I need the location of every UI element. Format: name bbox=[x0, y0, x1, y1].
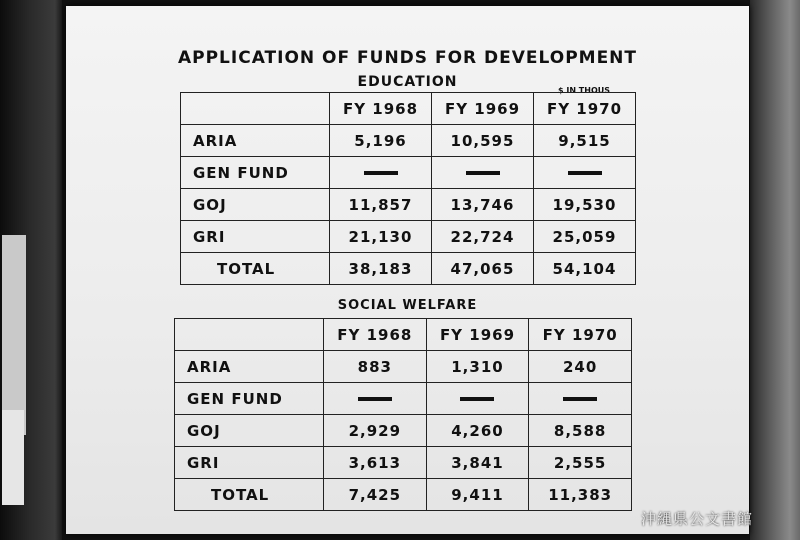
table-cell: 3,613 bbox=[324, 447, 427, 479]
dash-mark bbox=[466, 171, 500, 175]
table-row bbox=[181, 221, 636, 253]
column-header: FY 1969 bbox=[426, 319, 529, 351]
row-label: ARIA bbox=[175, 351, 324, 383]
dash-cell bbox=[529, 383, 632, 415]
table-row bbox=[175, 415, 632, 447]
table-cell: 7,425 bbox=[324, 479, 427, 511]
social-welfare-table bbox=[174, 318, 632, 511]
dash-mark bbox=[358, 397, 392, 401]
archive-watermark: 沖縄県公文書館 bbox=[641, 510, 754, 528]
table-cell: 5,196 bbox=[330, 125, 432, 157]
table-row bbox=[181, 189, 636, 221]
table-cell: 2,929 bbox=[324, 415, 427, 447]
table-cell: 8,588 bbox=[529, 415, 632, 447]
background-paper-strip bbox=[2, 235, 26, 435]
row-label: GEN FUND bbox=[181, 157, 330, 189]
dash-cell bbox=[432, 157, 534, 189]
header-empty-cell bbox=[181, 93, 330, 125]
table-row bbox=[181, 157, 636, 189]
table-cell: 11,857 bbox=[330, 189, 432, 221]
funds-poster bbox=[66, 6, 749, 534]
education-table bbox=[180, 92, 636, 285]
wall-frame-right bbox=[750, 0, 800, 540]
section-heading-social-welfare: SOCIAL WELFARE bbox=[337, 298, 478, 313]
table-row bbox=[175, 351, 632, 383]
table-cell: 25,059 bbox=[534, 221, 636, 253]
table-cell: 22,724 bbox=[432, 221, 534, 253]
table-cell: 21,130 bbox=[330, 221, 432, 253]
unit-note: $ IN THOUS bbox=[558, 86, 611, 95]
table-cell: 19,530 bbox=[534, 189, 636, 221]
table-cell: 11,383 bbox=[529, 479, 632, 511]
table-cell: 240 bbox=[529, 351, 632, 383]
dash-mark bbox=[563, 397, 597, 401]
table-row bbox=[175, 447, 632, 479]
background-paper-strip bbox=[2, 410, 24, 505]
row-label: TOTAL bbox=[175, 479, 324, 511]
row-label: GOJ bbox=[181, 189, 330, 221]
dash-cell bbox=[426, 383, 529, 415]
table-cell: 4,260 bbox=[426, 415, 529, 447]
dash-mark bbox=[364, 171, 398, 175]
table-cell: 883 bbox=[324, 351, 427, 383]
dash-mark bbox=[460, 397, 494, 401]
table-row bbox=[175, 383, 632, 415]
dash-cell bbox=[330, 157, 432, 189]
column-header: FY 1968 bbox=[324, 319, 427, 351]
table-row bbox=[181, 125, 636, 157]
section-heading-education: EDUCATION bbox=[357, 74, 458, 90]
row-label: GRI bbox=[181, 221, 330, 253]
column-header: FY 1968 bbox=[330, 93, 432, 125]
dash-cell bbox=[534, 157, 636, 189]
column-header: FY 1970 bbox=[529, 319, 632, 351]
table-header-row bbox=[175, 319, 632, 351]
row-label: GEN FUND bbox=[175, 383, 324, 415]
header-empty-cell bbox=[175, 319, 324, 351]
table-cell: 1,310 bbox=[426, 351, 529, 383]
table-total-row bbox=[181, 253, 636, 285]
column-header: FY 1969 bbox=[432, 93, 534, 125]
table-cell: 47,065 bbox=[432, 253, 534, 285]
table-cell: 10,595 bbox=[432, 125, 534, 157]
table-cell: 13,746 bbox=[432, 189, 534, 221]
row-label: GOJ bbox=[175, 415, 324, 447]
table-cell: 54,104 bbox=[534, 253, 636, 285]
table-cell: 3,841 bbox=[426, 447, 529, 479]
row-label: TOTAL bbox=[181, 253, 330, 285]
column-header: FY 1970 bbox=[534, 93, 636, 125]
table-total-row bbox=[175, 479, 632, 511]
table-cell: 9,411 bbox=[426, 479, 529, 511]
dash-cell bbox=[324, 383, 427, 415]
dash-mark bbox=[568, 171, 602, 175]
table-header-row bbox=[181, 93, 636, 125]
poster-title: APPLICATION OF FUNDS FOR DEVELOPMENT bbox=[177, 48, 638, 68]
table-cell: 38,183 bbox=[330, 253, 432, 285]
table-cell: 9,515 bbox=[534, 125, 636, 157]
row-label: ARIA bbox=[181, 125, 330, 157]
row-label: GRI bbox=[175, 447, 324, 479]
table-cell: 2,555 bbox=[529, 447, 632, 479]
